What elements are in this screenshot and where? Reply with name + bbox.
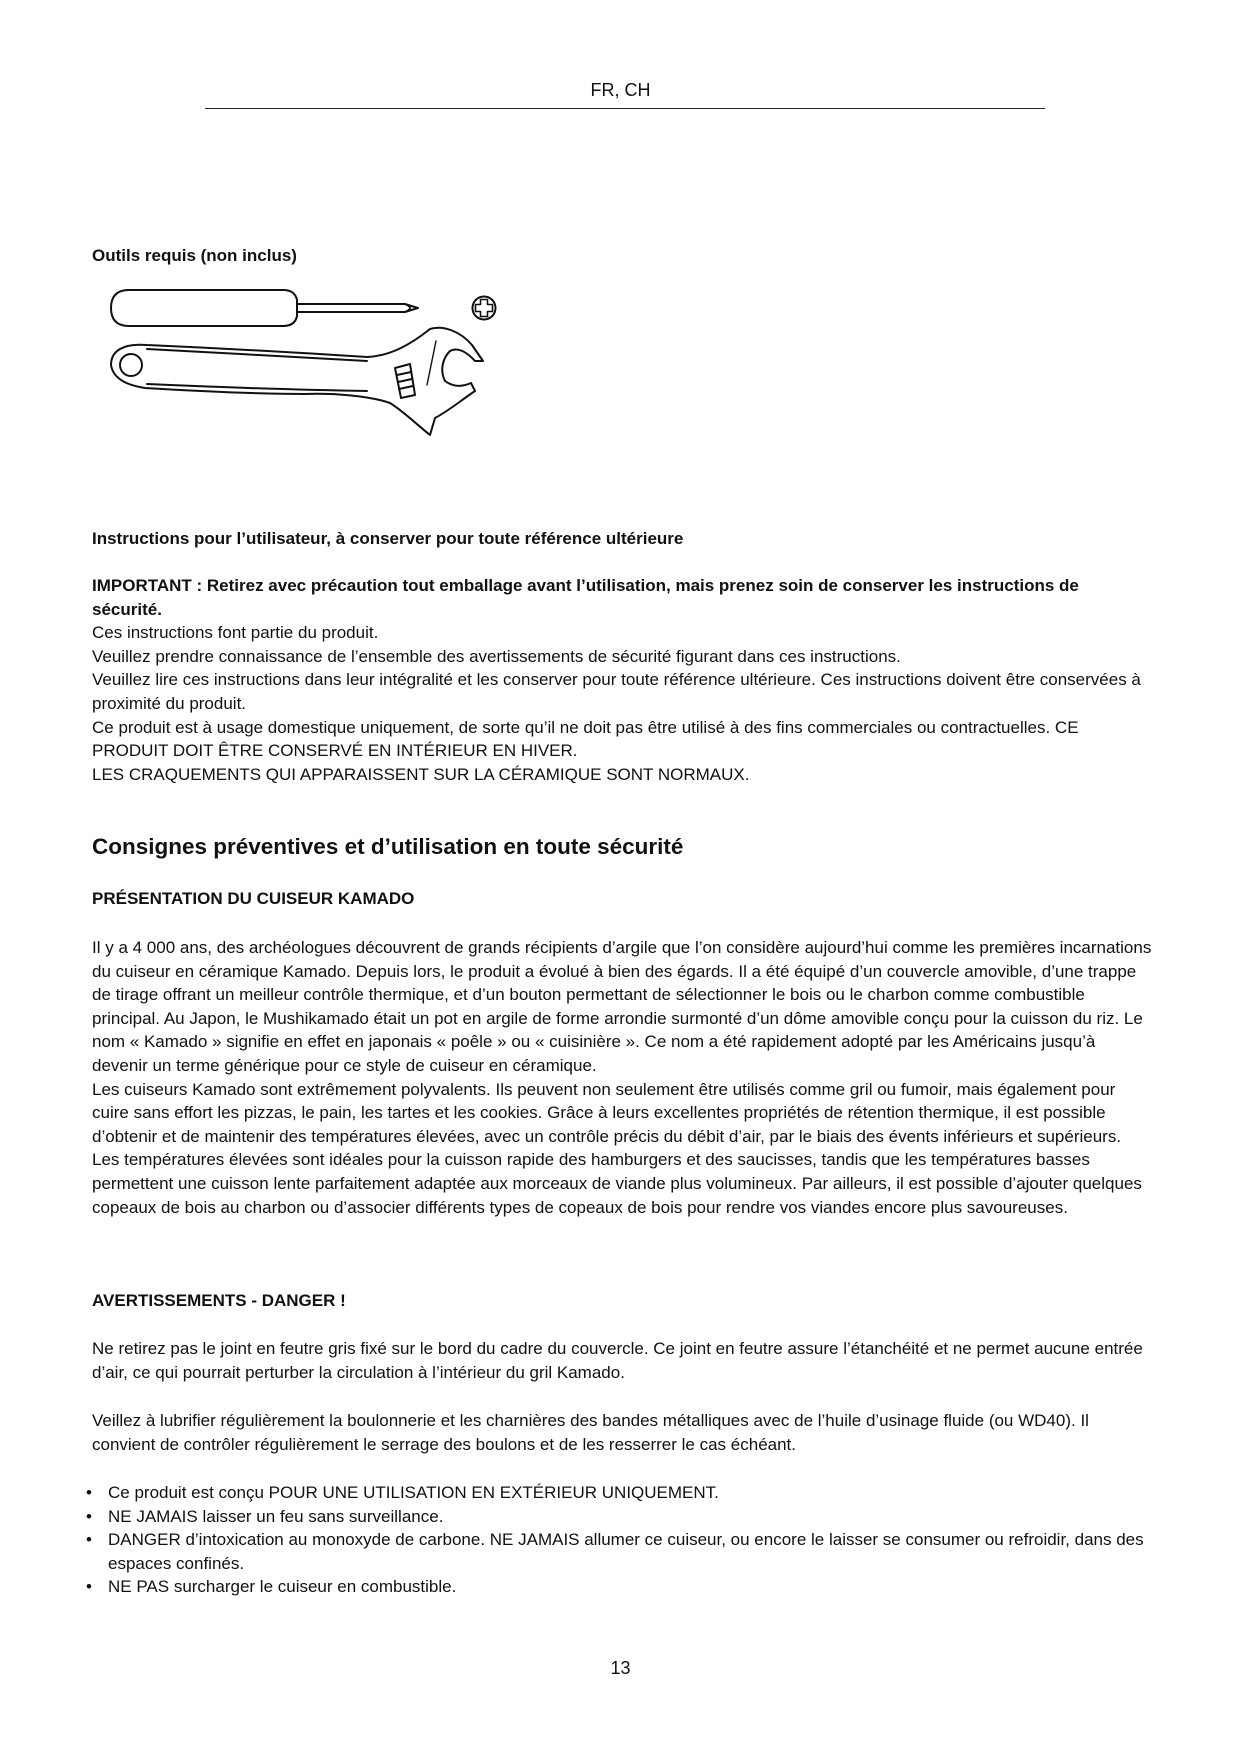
- list-item: [86, 1505, 1152, 1529]
- presentation-heading: PRÉSENTATION DU CUISEUR KAMADO: [92, 889, 415, 908]
- warnings-paragraph: Ne retirez pas le joint en feutre gris fixé sur le bord du cadre du couvercle. Ce joint en feutre assure l’étanchéité et ne permet aucune entrée d’air, ce qui pourrait perturber la circulation à l’intérieur du gril Kamado.: [92, 1339, 1143, 1382]
- bullet-icon: •: [86, 1483, 92, 1502]
- tools-heading: Outils requis (non inclus): [92, 246, 297, 265]
- important-line: Veuillez prendre connaissance de l’ensemble des avertissements de sécurité figurant dans ces instructions.: [92, 646, 901, 666]
- important-line: Veuillez lire ces instructions dans leur intégralité et les conserver pour toute référence ultérieure. Ces instructions doivent être conservées à proximité du produit.: [92, 670, 1141, 713]
- bullet-text: DANGER d’intoxication au monoxyde de carbone. NE JAMAIS allumer ce cuiseur, ou encore le laisser se consumer ou refroidir, dans des espaces confinés.: [108, 1530, 1144, 1573]
- list-item: [86, 1528, 1152, 1575]
- section-title: Consignes préventives et d’utilisation en toute sécurité: [92, 834, 684, 859]
- list-item: [86, 1575, 1152, 1599]
- bullet-icon: •: [86, 1577, 92, 1597]
- important-notice: [92, 574, 1152, 786]
- instructions-heading: Instructions pour l’utilisateur, à conserver pour toute référence ultérieure: [92, 529, 684, 548]
- presentation-paragraph: Il y a 4 000 ans, des archéologues découvrent de grands récipients d’argile que l’on considère aujourd’hui comme les premières incarnations du cuiseur en céramique Kamado. Depuis lors, le produit a évolué à bien des égards. Il a été équipé d’un couvercle amovible, d’une trappe de tirage offrant un meilleur contrôle thermique, et d’un bouton permettant de sélectionner le bois ou le charbon comme combustible principal. Au Japon, le Mushikamado était un pot en argile de forme arrondie surmonté d’un dôme amovible conçu pour la cuisson du riz. Le nom « Kamado » signifie en effet en japonais « poêle » ou « cuisinière ». Ce nom a été rapidement adopté par les Américains jusqu’à devenir un terme générique pour ce style de cuiseur en céramique.: [92, 938, 1152, 1075]
- warnings-paragraph-lubrication: [92, 1409, 1152, 1456]
- presentation-body: [92, 936, 1152, 1219]
- bullet-text: NE JAMAIS laisser un feu sans surveillance.: [108, 1506, 444, 1526]
- important-line: Ce produit est à usage domestique uniquement, de sorte qu’il ne doit pas être utilisé à des fins commerciales ou contractuelles. CE PRODUIT DOIT ÊTRE CONSERVÉ EN INTÉRIEUR EN HIVER.: [92, 717, 1079, 761]
- important-line: Ces instructions font partie du produit.: [92, 623, 379, 643]
- important-bold-text: IMPORTANT : Retirez avec précaution tout emballage avant l’utilisation, mais prenez soin de conserver les instructions de sécurité.: [92, 576, 1079, 619]
- bullet-icon: •: [86, 1530, 92, 1550]
- bullet-icon: •: [86, 1506, 92, 1526]
- adjustable-wrench-icon: [111, 328, 483, 435]
- warnings-heading: AVERTISSEMENTS - DANGER !: [92, 1291, 346, 1310]
- bullet-text: Ce produit est conçu POUR UNE UTILISATION EN EXTÉRIEUR UNIQUEMENT.: [108, 1483, 719, 1502]
- warnings-paragraph: Veillez à lubrifier régulièrement la boulonnerie et les charnières des bandes métalliques avec de l’huile d’usinage fluide (ou WD40). Il convient de contrôler régulièrement le serrage des boulons et de les resserrer le cas échéant.: [92, 1411, 1089, 1454]
- screwdriver-icon: [111, 290, 496, 326]
- bullet-text: NE PAS surcharger le cuiseur en combustible.: [108, 1577, 457, 1597]
- header-region-label: FR, CH: [590, 80, 651, 100]
- header-divider: [205, 108, 1045, 109]
- warnings-paragraph-felt-seal: [92, 1337, 1152, 1384]
- presentation-paragraph: Les cuiseurs Kamado sont extrêmement polyvalents. Ils peuvent non seulement être utilisés comme gril ou fumoir, mais également pour cuire sans effort les pizzas, le pain, les tartes et les cookies. Grâce à leurs excellentes propriétés de rétention thermique, il est possible d’obtenir et de maintenir des températures élevées, avec un contrôle précis du débit d’air, par le biais des évents inférieurs et supérieurs. Les températures élevées sont idéales pour la cuisson rapide des hamburgers et des saucisses, tandis que les températures basses permettent une cuisson lente parfaitement adaptée aux morceaux de viande plus volumineux. Par ailleurs, il est possible d’ajouter quelques copeaux de bois au charbon ou d’associer différents types de copeaux de bois pour rendre vos viandes encore plus savoureuses.: [92, 1079, 1142, 1217]
- list-item: [86, 1481, 1152, 1505]
- page-number: 13: [610, 1658, 631, 1678]
- warnings-bullet-list: [86, 1481, 1152, 1599]
- important-line: LES CRAQUEMENTS QUI APPARAISSENT SUR LA CÉRAMIQUE SONT NORMAUX.: [92, 764, 750, 784]
- tools-illustration: [105, 283, 575, 498]
